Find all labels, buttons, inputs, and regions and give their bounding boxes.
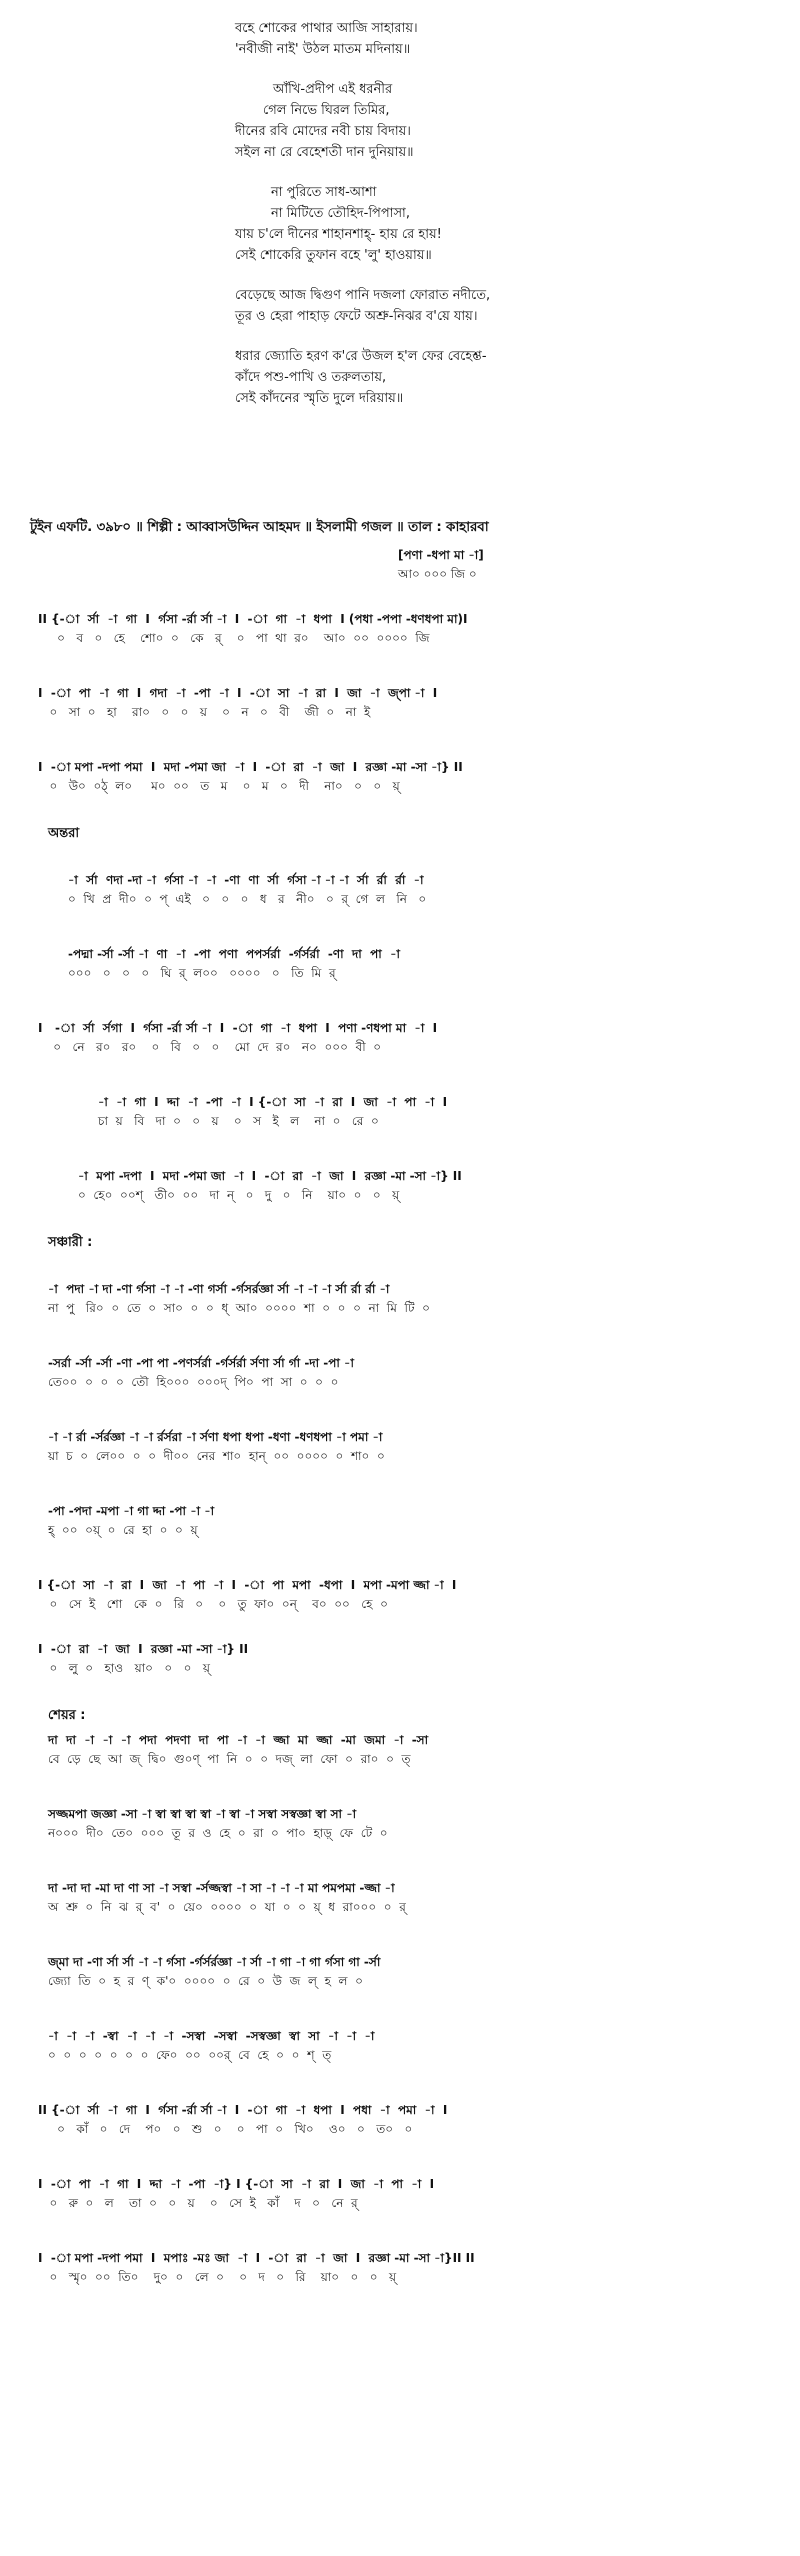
poem-line: যায় চ'লে দীনের শাহানশাহ্- হায় রে হায়! — [235, 227, 442, 242]
lyric-syllable-line: ০ হে০ ০০শ্ তী০ ০০ দা ন্ ০ দু ০ নি য়া০ ০ ০ য়্ — [78, 1188, 400, 1202]
poem-line: দীনের রবি মোদের নবী চায় বিদায়। — [235, 124, 411, 139]
swara-line: I -া রা -া জা I রজ্ঞা -মা -সা -া} II — [38, 1642, 249, 1656]
poem-line: না পুরিতে সাধ-আশা — [271, 185, 377, 200]
lyric-syllable-line: ০ লু ০ হাও য়া০ ০ ০ য়্ — [38, 1661, 210, 1675]
swara-line: -া -া র্রা -র্সর্রজ্ঞা -া -া র্রর্সরা -া র্সণা ধপা ধপা -ধণা -ধণধপা -া পমা -া — [48, 1430, 383, 1444]
notation-block — [38, 2027, 800, 2065]
swara-line: II {-া র্সা -া গা I র্গসা -র্রা র্সা -া I -া গা -া ধপা I (পধা -পপা -ধণধপা মা)I — [38, 612, 468, 626]
notation-block — [38, 1576, 800, 1614]
swara-line: দা -দা দা -মা দা ণা সা -া সস্বা -র্সজ্জস্বা -া সা -া -া -া মা পমপমা -জ্জা -া — [48, 1881, 395, 1895]
notation-block — [38, 1019, 800, 1057]
swara-line: I -া পা -া গা I গদা -া -পা -া I -া সা -া রা I জা -া জ্পা -া I — [38, 686, 438, 700]
swara-line: -সর্রা -র্সা -র্সা -ণা -পা পা -পণর্সর্রা -র্গর্সর্রা র্সণা র্সা র্গা -দা -পা -া — [48, 1356, 354, 1370]
notation-block — [38, 2101, 800, 2139]
notation-block — [38, 1428, 800, 1466]
swara-line: I -া পা -া গা I দ্দা -া -পা -া} I {-া সা -া রা I জা -া পা -া I — [38, 2177, 435, 2191]
notation-block — [38, 684, 800, 722]
lyric-syllable-line: বে ড়ে ছে আ জ্ দ্বি০ গু০ণ্ পা নি ০ ০ দজ্ লা ফো ০ রা০ ০ ত্ — [48, 1752, 411, 1766]
poem-line: কাঁদে পশু-পাখি ও তরুলতায়, — [235, 370, 387, 385]
lyric-syllable-line: ০০০ ০ ০ ০ ঘি র্ ল০০ ০০০০ ০ তি মি র্ — [68, 966, 336, 980]
lyric-syllable-line: আ০ ০০০ জি ০ — [398, 567, 477, 581]
poem-stanza — [235, 285, 755, 327]
lyric-syllable-line: না পু রি০ ০ তে ০ সা০ ০ ০ ধ্ আ০ ০০০০ শা ০ ০ ০ না মি টি ০ — [48, 1301, 430, 1315]
notation-block — [38, 758, 800, 796]
notation-block — [38, 2249, 800, 2287]
lyric-syllable-line: ০ নে র০ র০ ০ বি ০ ০ মো দে র০ ন০ ০০০ বী ০ — [38, 1040, 382, 1054]
poem-stanza — [235, 79, 755, 163]
poem-line: গেল নিভে ঘিরল তিমির, — [263, 103, 390, 118]
notation-block — [38, 1953, 800, 1991]
notation-block — [38, 2175, 800, 2213]
section-heading: অন্তরা — [48, 826, 80, 841]
notation-block — [38, 1731, 800, 1769]
swara-line: I -া মপা -দপা পমা I মদা -পমা জা -া I -া রা -া জা I রজ্ঞা -মা -সা -া} II — [38, 760, 463, 774]
notation-block — [38, 1093, 800, 1131]
poem-line: সইল না রে বেহেশতী দান দুনিয়ায়॥ — [235, 145, 414, 160]
swara-line: [পণা -ধপা মা -া] — [398, 548, 484, 562]
poem-line: তূর ও হেরা পাহাড় ফেটে অশ্রু-নিঝর ব'য়ে যায়। — [235, 309, 478, 324]
notation-block — [38, 1280, 800, 1318]
lyric-syllable-line: ০ ০ ০ ০ ০ ০ ০ ফে০ ০০ ০০র্ বে হে ০ ০ শ্ ত্ — [48, 2048, 332, 2062]
lyric-syllable-line: তে০০ ০ ০ ০ তৌ হি০০০ ০০০দ্ পি০ পা সা ০ ০ ০ — [48, 1375, 339, 1389]
lyric-syllable-line: ০ রু ০ ল তা ০ ০ য় ০ সে ই কাঁ দ ০ নে র্ — [38, 2196, 358, 2210]
notation-block — [38, 1640, 800, 1678]
poem-line: বেড়েছে আজ দ্বিগুণ পানি দজলা ফোরাত নদীতে, — [235, 288, 491, 303]
notation-block — [38, 871, 800, 909]
poem-stanza — [235, 182, 755, 266]
swara-line: I {-া সা -া রা I জা -া পা -া I -া পা মপা -ধপা I মপা -মপা জ্জা -া I — [38, 1578, 457, 1592]
notation-block — [38, 1502, 800, 1540]
lyric-syllable-line: ন০০০ দী০ তে০ ০০০ তূ র ও হে ০ রা ০ পা০ হাড়্ ফে টে ০ — [48, 1826, 388, 1840]
swara-line: -া মপা -দপা I মদা -পমা জা -া I -া রা -া জা I রজ্ঞা -মা -সা -া} II — [78, 1169, 462, 1183]
swaralipi-notation — [0, 546, 800, 2287]
swara-line: -পদ্মা -র্সা -র্সা -া ণা -া -পা পণা পপর্সর্রা -র্গর্সর্রা -ণা দা পা -া — [68, 947, 400, 961]
poem-line: 'নবীজী নাই' উঠল মাতম মদিনায়॥ — [235, 42, 411, 57]
swara-line: -া -া গা I দ্দা -া -পা -া I {-া সা -া রা I জা -া পা -া I — [98, 1095, 448, 1109]
swara-line: II {-া র্সা -া গা I র্গসা -র্রা র্সা -া I -া গা -া ধপা I পধা -া পমা -া I — [38, 2103, 448, 2117]
swara-line: দা দা -া -া -া পদা পদণা দা পা -া -া জ্জা মা জ্জা -মা জমা -া -সা — [48, 1733, 429, 1747]
notation-block — [38, 1354, 800, 1392]
poem-line: বহে শোকের পাথার আজি সাহারায়। — [235, 21, 418, 36]
lyric-syllable-line: ০ কাঁ ০ দে প০ ০ শু ০ ০ পা ০ খি০ ও০ ০ ত০ ০ — [38, 2122, 413, 2136]
swara-line: সজ্জমপা জজ্ঞা -সা -া স্বা স্বা স্বা স্বা -া স্বা -া সস্বা সস্বজ্ঞা স্বা সা -া — [48, 1807, 357, 1821]
poem-line: সেই কাঁদনের স্মৃতি দুলে দরিয়ায়॥ — [235, 391, 404, 406]
swara-line: -া র্সা ণদা -দা -া র্গসা -া -া -ণা ণা র্সা র্গসা -া -া -া র্সা র্রা র্রা -া — [68, 873, 424, 887]
swara-line: -পা -পদা -মপা -া গা দ্দা -পা -া -া — [48, 1504, 215, 1518]
poem-line: সেই শোকেরি তুফান বহে 'লু' হাওয়ায়॥ — [235, 248, 432, 263]
lyric-syllable-line: জ্যো তি ০ হ র ণ্ ক'০ ০০০০ ০ রে ০ উ জ ল্ হ ল ০ — [48, 1974, 363, 1988]
lyric-syllable-line: য়া চ ০ লে০০ ০ ০ দী০০ নের শা০ হান্ ০০ ০০০০ ০ শা০ ০ — [48, 1449, 385, 1463]
poem-line: না মিটিতে তৌহিদ-পিপাসা, — [271, 206, 410, 221]
section-heading: সঞ্চারী : — [48, 1235, 93, 1250]
swara-line: I -া মপা -দপা পমা I মপাঃ -মঃ জা -া I -া রা -া জা I রজ্ঞা -মা -সা -া}II II — [38, 2251, 475, 2265]
poem-stanza — [235, 346, 755, 409]
swara-line: -া -া -া -স্বা -া -া -া -সস্বা -সস্বা -সস্বজ্ঞা স্বা সা -া -া -া — [48, 2029, 375, 2043]
section-heading: শেয়র : — [48, 1708, 86, 1723]
swara-line: I -া র্সা র্সগা I র্গসা -র্রা র্সা -া I -া গা -া ধপা I পণা -ণধপা মা -া I — [38, 1021, 438, 1035]
lyric-syllable-line: ০ স্মৃ০ ০০ তি০ দু০ ০ লে ০ ০ দ ০ রি য়া০ ০ ০ য়্ — [38, 2270, 397, 2284]
notation-block — [38, 610, 800, 648]
notation-block — [38, 546, 800, 584]
lyric-syllable-line: ০ উ০ ০ঠ্ ল০ ম০ ০০ ত ম ০ ম ০ দী না০ ০ ০ য়্ — [38, 779, 400, 793]
poem-line: আঁখি-প্রদীপ এই ধরনীর — [273, 82, 393, 97]
notation-block — [38, 1167, 800, 1205]
lyric-syllable-line: হ্ ০০ ০য়্ ০ রে হা ০ ০ য়্ — [48, 1523, 198, 1537]
song-record-header: টুইন এফটি. ৩৯৮০ ॥ শিল্পী : আব্বাসউদ্দিন আহমদ ॥ ইসলামী গজল ॥ তাল : কাহারবা — [30, 519, 489, 535]
poem-line: ধরার জ্যোতি হরণ ক'রে উজল হ'ল ফের বেহেশ্ত- — [235, 349, 487, 364]
lyric-syllable-line: চা য় বি দা ০ ০ য় ০ স ই ল না ০ রে ০ — [98, 1114, 379, 1128]
swara-line: জ্মা দা -ণা র্সা র্সা -া -া র্গসা -র্গর্সর্রজ্ঞা -া র্সা -া গা -া গা র্গসা গা -র্সা — [48, 1955, 381, 1969]
lyric-syllable-line: ০ সে ই শো কে ০ রি ০ ০ তু ফা০ ০ন্ ব০ ০০ হে ০ — [38, 1597, 388, 1611]
lyric-syllable-line: ০ খি প্র দী০ ০ প্ এই ০ ০ ০ ধ র নী০ ০ র্ গে ল নি ০ — [68, 892, 427, 906]
poem-stanza — [235, 18, 755, 60]
notation-block — [38, 945, 800, 983]
lyric-syllable-line: অ শ্রু ০ নি ঝ র্ ব' ০ য়ে০ ০০০০ ০ যা ০ ০ য়্ ধ রা০০০ ০ র্ — [48, 1900, 406, 1914]
lyric-syllable-line: ০ ব ০ হে শো০ ০ কে র্ ০ পা থা র০ আ০ ০০ ০০০০ জি — [38, 631, 430, 645]
swara-line: -া পদা -া দা -ণা র্গসা -া -া -ণা গর্সা -র্গসর্রজ্ঞা র্সা -া -া -া র্সা র্রা র্রা -া — [48, 1282, 390, 1296]
lyric-syllable-line: ০ সা ০ হা রা০ ০ ০ য় ০ ন ০ বী জী ০ না ই — [38, 705, 371, 719]
notation-block — [38, 1805, 800, 1843]
notation-block — [38, 1879, 800, 1917]
poem-lyrics — [235, 18, 755, 428]
